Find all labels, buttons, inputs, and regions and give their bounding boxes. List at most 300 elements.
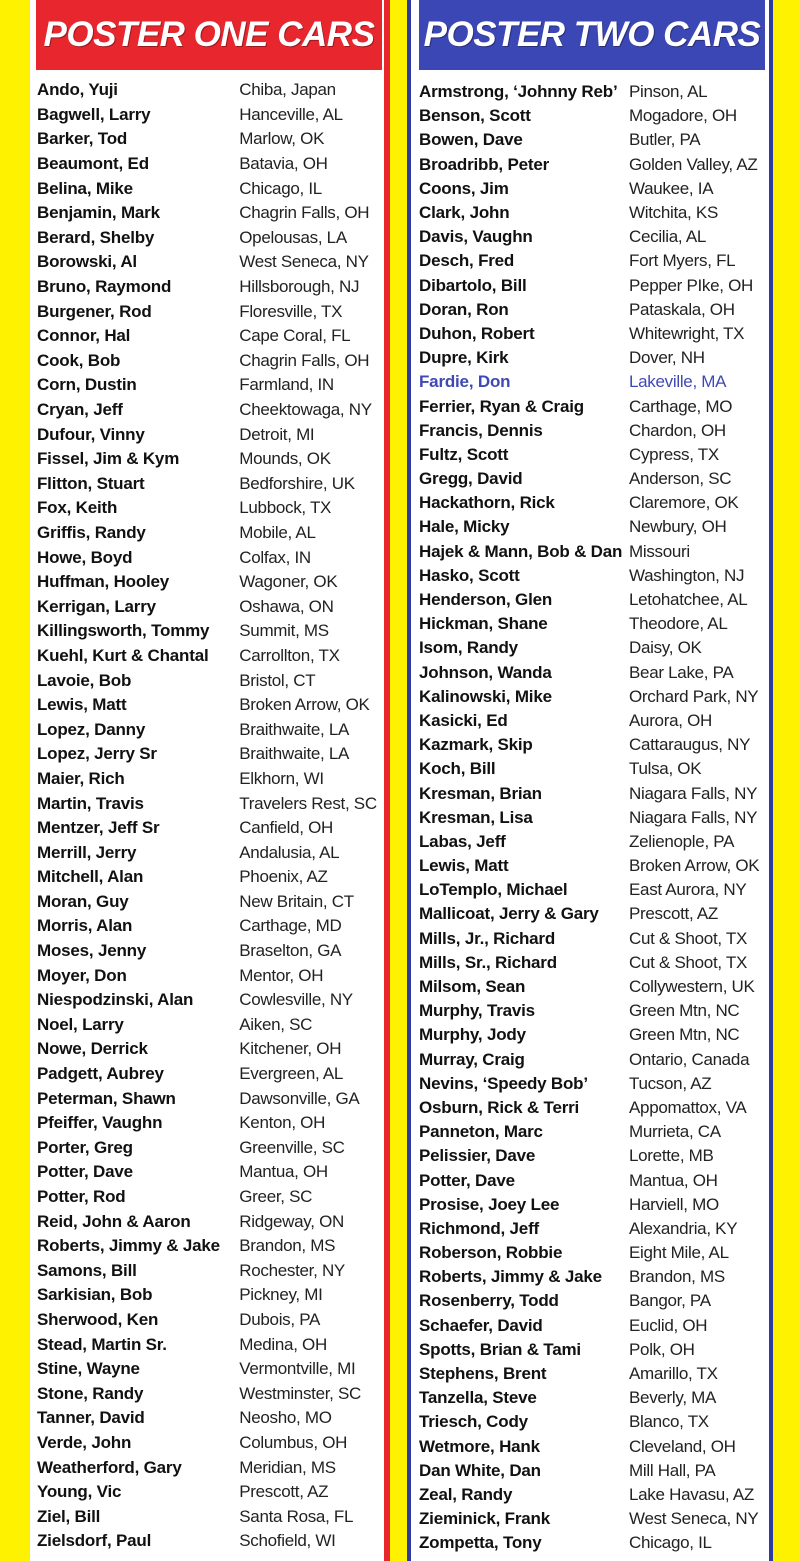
list-item [30,619,384,644]
entrant-name: Weatherford, Gary [37,1457,182,1477]
list-item [30,594,384,619]
list-item [411,588,769,612]
entrant-name: Pelissier, Dave [419,1146,536,1166]
entrant-name: Spotts, Brian & Tami [419,1339,581,1359]
list-item [411,515,769,539]
entrant-name: Richmond, Jeff [419,1218,539,1238]
entrant-location: Aurora, OH [629,710,712,730]
list-item [30,398,384,423]
entrant-name: Hale, Micky [419,517,510,537]
entrant-name: Dupre, Kirk [419,348,509,368]
poster-one-list [30,78,384,1554]
entrant-location: Farmland, IN [239,375,334,395]
list-item [30,890,384,915]
list-item [411,1193,769,1217]
entrant-name: Benjamin, Mark [37,203,160,223]
list-item [411,201,769,225]
list-item [30,299,384,324]
list-item [30,1332,384,1357]
list-item [30,644,384,669]
entrant-location: Tucson, AZ [629,1073,712,1093]
entrant-location: Green Mtn, NC [629,1001,740,1021]
entrant-name: Padgett, Aubrey [37,1064,164,1084]
entrant-location: Euclid, OH [629,1315,708,1335]
list-item [411,951,769,975]
list-item [411,781,769,805]
list-item [411,806,769,830]
entrant-name: Zielsdorf, Paul [37,1531,152,1551]
list-item [411,902,769,926]
entrant-name: Sherwood, Ken [37,1309,159,1329]
list-item [411,1362,769,1386]
entrant-location: Waukee, IA [629,178,714,198]
entrant-name: Verde, John [37,1432,132,1452]
entrant-location: Witchita, KS [629,203,718,223]
entrant-location: Whitewright, TX [629,323,745,343]
list-item [30,693,384,718]
entrant-location: Tulsa, OK [629,759,702,779]
list-item [411,685,769,709]
entrant-name: Beaumont, Ed [37,154,149,174]
list-item [411,298,769,322]
entrant-name: Maier, Rich [37,768,125,788]
entrant-name: Hasko, Scott [419,565,520,585]
entrant-name: Fardie, Don [419,372,511,392]
list-item [411,1217,769,1241]
entrant-location: Polk, OH [629,1339,695,1359]
entrant-name: Roberson, Robbie [419,1243,563,1263]
entrant-location: Cattaraugus, NY [629,735,751,755]
list-item [411,854,769,878]
list-item [411,1289,769,1313]
list-item [30,472,384,497]
entrant-name: Mitchell, Alan [37,867,144,887]
entrant-name: Cryan, Jeff [37,400,123,420]
entrant-location: Chardon, OH [629,420,726,440]
entrant-name: Moses, Jenny [37,941,147,961]
entrant-name: Fox, Keith [37,498,118,518]
poster-one-panel [30,0,390,1561]
entrant-name: Fissel, Jim & Kym [37,449,180,469]
entrant-name: Burgener, Rod [37,301,152,321]
entrant-name: Koch, Bill [419,759,496,779]
entrant-name: Osburn, Rick & Terri [419,1097,580,1117]
list-item [411,1386,769,1410]
entrant-name: Lewis, Matt [419,856,509,876]
entrant-name: Clark, John [419,203,510,223]
list-item [411,274,769,298]
entrant-name: Porter, Greg [37,1137,133,1157]
entrant-location: Broken Arrow, OK [239,695,370,715]
poster-two-title: POSTER TWO CARS [419,0,765,70]
entrant-location: Medina, OH [239,1334,327,1354]
list-item [411,1072,769,1096]
entrant-location: Cape Coral, FL [239,326,351,346]
entrant-name: Martin, Travis [37,793,144,813]
entrant-location: Hillsborough, NJ [239,277,360,297]
list-item [411,1459,769,1483]
entrant-name: Lavoie, Bob [37,670,132,690]
entrant-location: Greer, SC [239,1187,313,1207]
entrant-name: Zeal, Randy [419,1484,513,1504]
entrant-name: Fultz, Scott [419,444,509,464]
list-item [411,249,769,273]
entrant-location: Mounds, OK [239,449,331,469]
entrant-location: Brandon, MS [239,1236,336,1256]
entrant-location: Blanco, TX [629,1412,709,1432]
entrant-location: Cowlesville, NY [239,990,353,1010]
entrant-location: Carthage, MO [629,396,733,416]
entrant-name: Tanzella, Steve [419,1388,537,1408]
list-item [411,1314,769,1338]
list-item [411,443,769,467]
entrant-location: Prescott, AZ [239,1482,329,1502]
entrant-location: Vermontville, MI [239,1359,356,1379]
list-item [30,1185,384,1210]
entrant-name: Merrill, Jerry [37,842,137,862]
entrant-name: Potter, Rod [37,1187,126,1207]
entrant-name: Labas, Jeff [419,831,506,851]
entrant-name: Reid, John & Aaron [37,1211,191,1231]
list-item [30,275,384,300]
list-item [411,1048,769,1072]
entrant-name: Ferrier, Ryan & Craig [419,396,584,416]
entrant-location: New Britain, CT [239,891,354,911]
list-item [411,1265,769,1289]
list-item [411,1023,769,1047]
list-item [30,1209,384,1234]
entrant-location: Appomattox, VA [629,1097,747,1117]
entrant-name: Murphy, Travis [419,1001,535,1021]
entrant-location: Marlow, OK [239,129,325,149]
entrant-name: Prosise, Joey Lee [419,1194,560,1214]
entrant-name: Pfeiffer, Vaughn [37,1113,163,1133]
list-item [30,1480,384,1505]
entrant-name: Moran, Guy [37,891,129,911]
list-item [411,564,769,588]
entrant-location: Bristol, CT [239,670,316,690]
entrant-location: Butler, PA [629,130,701,150]
list-item [411,346,769,370]
entrant-name: Griffis, Randy [37,522,146,542]
entrant-name: Kasicki, Ed [419,710,508,730]
list-item [30,717,384,742]
entrant-location: Cecilia, AL [629,227,707,247]
entrant-name: Killingsworth, Tommy [37,621,210,641]
entrant-location: Washington, NJ [629,565,745,585]
entrant-name: Benson, Scott [419,106,531,126]
entrant-name: Lopez, Jerry Sr [37,744,157,764]
entrant-location: Wagoner, OK [239,572,338,592]
entrant-location: Claremore, OK [629,493,739,513]
list-item [411,1241,769,1265]
list-item [30,963,384,988]
entrant-name: Milsom, Sean [419,977,526,997]
entrant-name: Morris, Alan [37,916,133,936]
entrant-location: Anderson, SC [629,469,732,489]
list-item [30,127,384,152]
entrant-location: Canfield, OH [239,818,333,838]
list-item [30,668,384,693]
entrant-location: Green Mtn, NC [629,1025,740,1045]
list-item [411,80,769,104]
list-item [30,176,384,201]
entrant-location: Cypress, TX [629,444,719,464]
list-item [30,1062,384,1087]
entrant-name: Kerrigan, Larry [37,596,156,616]
entrant-location: Chicago, IL [629,1533,712,1553]
entrant-name: Murphy, Jody [419,1025,526,1045]
entrant-name: Wetmore, Hank [419,1436,540,1456]
entrant-name: Mallicoat, Jerry & Gary [419,904,599,924]
entrant-location: Brandon, MS [629,1267,725,1287]
list-item [411,1507,769,1531]
entrant-name: Armstrong, ‘Johnny Reb’ [419,82,618,102]
entrant-location: Dawsonville, GA [239,1088,360,1108]
list-item [30,1406,384,1431]
entrant-location: Braithwaite, LA [239,719,350,739]
list-item [30,1037,384,1062]
entrant-name: Hajek & Mann, Bob & Dan [419,541,623,561]
entrant-name: Triesch, Cody [419,1412,528,1432]
entrant-name: Hackathorn, Rick [419,493,555,513]
entrant-location: Summit, MS [239,621,329,641]
entrant-location: Fort Myers, FL [629,251,736,271]
list-item [30,349,384,374]
entrant-location: Kenton, OH [239,1113,326,1133]
entrant-name: Kresman, Brian [419,783,542,803]
entrant-location: Pinson, AL [629,82,708,102]
entrant-name: Stone, Randy [37,1383,144,1403]
entrant-name: Roberts, Jimmy & Jake [419,1267,602,1287]
list-item [411,394,769,418]
list-item [30,1234,384,1259]
list-item [30,1259,384,1284]
entrant-name: Lopez, Danny [37,719,146,739]
list-item [411,1410,769,1434]
list-item [411,491,769,515]
list-item [411,128,769,152]
list-item [30,103,384,128]
list-item [30,939,384,964]
list-item [30,78,384,103]
entrant-location: Columbus, OH [239,1432,348,1452]
entrant-name: Noel, Larry [37,1014,124,1034]
list-item [30,1504,384,1529]
entrant-name: Corn, Dustin [37,375,137,395]
entrant-location: Carthage, MD [239,916,342,936]
entrant-location: Bear Lake, PA [629,662,734,682]
entrant-location: West Seneca, NY [239,252,369,272]
entrant-location: Lakeville, MA [629,372,727,392]
entrant-name: Connor, Hal [37,326,131,346]
entrant-name: Stead, Martin Sr. [37,1334,167,1354]
list-item [411,999,769,1023]
list-item [30,1160,384,1185]
entrant-name: Dan White, Dan [419,1460,541,1480]
list-item [411,1435,769,1459]
entrant-name: Belina, Mike [37,178,133,198]
entrant-name: Murray, Craig [419,1049,525,1069]
entrant-location: Lorette, MB [629,1146,714,1166]
entrant-location: Bedforshire, UK [239,473,355,493]
entrant-name: Cook, Bob [37,350,121,370]
entrant-location: Prescott, AZ [629,904,718,924]
entrant-location: Elkhorn, WI [239,768,324,788]
list-item [30,767,384,792]
list-item [30,521,384,546]
entrant-location: Broken Arrow, OK [629,856,760,876]
entrant-name: Schaefer, David [419,1315,543,1335]
entrant-location: Rochester, NY [239,1260,345,1280]
entrant-location: Westminster, SC [239,1383,362,1403]
list-item [30,1455,384,1480]
list-item [411,830,769,854]
entrant-name: Barker, Tod [37,129,128,149]
entrant-location: Mantua, OH [239,1162,328,1182]
entrant-location: Andalusia, AL [239,842,340,862]
list-item [30,250,384,275]
list-item [411,733,769,757]
entrant-location: Collywestern, UK [629,977,755,997]
list-item [30,1308,384,1333]
entrant-name: Bagwell, Larry [37,104,151,124]
entrant-name: Isom, Randy [419,638,518,658]
list-item [411,370,769,394]
entrant-name: Rosenberry, Todd [419,1291,559,1311]
list-item [411,177,769,201]
list-item [411,104,769,128]
list-item [411,1531,769,1555]
entrant-location: Braithwaite, LA [239,744,350,764]
entrant-name: Davis, Vaughn [419,227,533,247]
entrant-name: Ando, Yuji [37,80,118,100]
entrant-location: Chagrin Falls, OH [239,350,370,370]
entrant-location: Schofield, WI [239,1531,336,1551]
entrant-location: Lubbock, TX [239,498,332,518]
list-item [30,1013,384,1038]
list-item [30,1283,384,1308]
entrant-location: Amarillo, TX [629,1364,718,1384]
list-item [411,661,769,685]
list-item [411,419,769,443]
entrant-name: Howe, Boyd [37,547,133,567]
entrant-location: Cut & Shoot, TX [629,928,748,948]
entrant-name: Bruno, Raymond [37,277,172,297]
entrant-location: Greenville, SC [239,1137,345,1157]
list-item [30,152,384,177]
list-item [30,422,384,447]
entrant-location: Lake Havasu, AZ [629,1484,754,1504]
entrant-location: Braselton, GA [239,941,342,961]
entrant-name: Potter, Dave [419,1170,515,1190]
entrant-location: Hanceville, AL [239,104,343,124]
list-item [30,1111,384,1136]
entrant-name: Kalinowski, Mike [419,686,552,706]
entrant-location: Chagrin Falls, OH [239,203,370,223]
entrant-name: Mills, Sr., Richard [419,952,557,972]
entrant-name: Samons, Bill [37,1260,137,1280]
entrant-location: Evergreen, AL [239,1064,344,1084]
entrant-location: Dubois, PA [239,1309,321,1329]
entrant-name: Young, Vic [37,1482,122,1502]
list-item [30,226,384,251]
entrant-name: Kazmark, Skip [419,735,533,755]
entrant-name: Johnson, Wanda [419,662,552,682]
entrant-location: Travelers Rest, SC [239,793,377,813]
entrant-name: Berard, Shelby [37,227,155,247]
entrant-name: Duhon, Robert [419,323,535,343]
entrant-location: Missouri [629,541,690,561]
list-item [30,1529,384,1554]
list-item [411,927,769,951]
entrant-location: Mentor, OH [239,965,324,985]
entrant-name: Zompetta, Tony [419,1533,542,1553]
entrant-name: Peterman, Shawn [37,1088,176,1108]
entrant-location: Floresville, TX [239,301,343,321]
entrant-location: Dover, NH [629,348,705,368]
entrant-location: Meridian, MS [239,1457,336,1477]
list-item [411,225,769,249]
entrant-location: Neosho, MO [239,1408,332,1428]
list-item [30,914,384,939]
entrant-name: Nowe, Derrick [37,1039,148,1059]
list-item [30,570,384,595]
entrant-name: Henderson, Glen [419,590,553,610]
entrant-location: Batavia, OH [239,154,328,174]
entrant-name: Hickman, Shane [419,614,548,634]
entrant-name: Gregg, David [419,469,523,489]
entrant-location: Chicago, IL [239,178,322,198]
list-item [30,1086,384,1111]
entrant-location: Niagara Falls, NY [629,783,758,803]
list-item [411,709,769,733]
entrant-name: Ziel, Bill [37,1506,101,1526]
entrant-location: Pepper PIke, OH [629,275,754,295]
list-item [30,1381,384,1406]
list-item [30,447,384,472]
list-item [30,816,384,841]
entrant-location: Cut & Shoot, TX [629,952,748,972]
list-item [411,1483,769,1507]
entrant-name: Tanner, David [37,1408,145,1428]
list-item [411,612,769,636]
entrant-name: Mills, Jr., Richard [419,928,556,948]
entrant-location: Opelousas, LA [239,227,347,247]
entrant-location: Pickney, MI [239,1285,323,1305]
entrant-name: Panneton, Marc [419,1122,543,1142]
entrant-location: Orchard Park, NY [629,686,759,706]
list-item [30,545,384,570]
entrant-location: Kitchener, OH [239,1039,342,1059]
entrant-location: Newbury, OH [629,517,727,537]
entrant-name: Kresman, Lisa [419,807,533,827]
entrant-location: Zelienople, PA [629,831,735,851]
entrant-name: Potter, Dave [37,1162,133,1182]
entrant-location: Mill Hall, PA [629,1460,716,1480]
entrant-location: Murrieta, CA [629,1122,721,1142]
entrant-location: Oshawa, ON [239,596,334,616]
entrant-name: Kuehl, Kurt & Chantal [37,645,209,665]
entrant-location: Theodore, AL [629,614,728,634]
entrant-name: Broadribb, Peter [419,154,549,174]
list-item [411,636,769,660]
entrant-name: Desch, Fred [419,251,515,271]
list-item [30,496,384,521]
list-item [411,1096,769,1120]
entrant-location: Aiken, SC [239,1014,313,1034]
list-item [30,1357,384,1382]
